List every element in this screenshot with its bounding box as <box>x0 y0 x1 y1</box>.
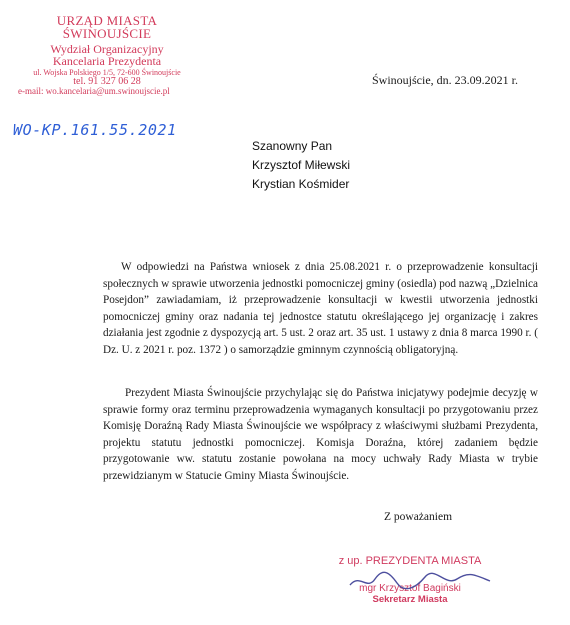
stamp-line-2: Wydział Organizacyjny <box>50 41 164 56</box>
handwritten-signature <box>345 569 495 593</box>
signature-role: Sekretarz Miasta <box>372 594 448 605</box>
stamp-line-6: e-mail: wo.kancelaria@um.swinoujscie.pl <box>18 86 170 97</box>
stamp-line-1: URZĄD MIASTA ŚWINOUJŚCIE <box>56 13 158 42</box>
signature-name: mgr Krzysztof Bagiński <box>359 583 461 594</box>
paragraph-2: Prezydent Miasta Świnoujście przychylając się do Państwa inicjatywy podejmie decyzję w sprawie formy oraz terminu przeprowadzenia wymaganych konsultacji po przygotowaniu przez Komisję Doraźną Rady Miasta Świnoujście we współpracy z właściwymi służbami Prezydenta, projektu statutu jednostki pomocniczej. Komisja Doraźna, której zadaniem będzie przygotowanie ww. statutu zostanie powołana na mocy uchwały Rady Miasta w trybie przewidzianym w Statucie Gminy Miasta Świnoujście. <box>103 387 538 482</box>
addressee-name-1: Krzysztof Miłewski <box>252 158 351 172</box>
date-line: Świnoujście, dn. 23.09.2021 r. <box>372 73 518 87</box>
stamp-line-5: tel. 91 327 06 28 <box>73 76 141 88</box>
signature-title: z up. PREZYDENTA MIASTA <box>338 555 482 567</box>
addressee-name-2: Krystian Kośmider <box>252 177 350 191</box>
paragraph-1: W odpowiedzi na Państwa wniosek z dnia 25.08.2021 r. o przeprowadzenie konsultacji społecznych w sprawie utworzenia jednostki pomocniczej gminy (osiedla) pod nazwą „Dzielnica Posejdon” zawiadamiam, iż przeprowadzenie konsultacji w kwestii utworzenia jednostki pomocniczej gminy oraz nadania tej jednostce statutu określającego jej organizację i zakres działania jest zgodnie z dyspozycją art. 5 ust. 2 oraz art. 35 ust. 1 ustawy z dnia 8 marca 1990 r. ( Dz. U. z 2021 r. poz. 1372 ) o samorządzie gminnym czynnością obligatoryjną. <box>103 261 538 356</box>
stamp-line-3: Kancelaria Prezydenta <box>52 53 162 68</box>
addressee-block <box>252 137 350 194</box>
addressee-salutation: Szanowny Pan <box>252 139 333 153</box>
closing: Z poważaniem <box>384 511 453 523</box>
stamp-line-4: ul. Wojska Polskiego 1/5, 72-600 Świnoujście <box>33 67 181 77</box>
office-stamp <box>12 14 202 96</box>
case-number: WO-KP.161.55.2021 <box>13 121 177 139</box>
